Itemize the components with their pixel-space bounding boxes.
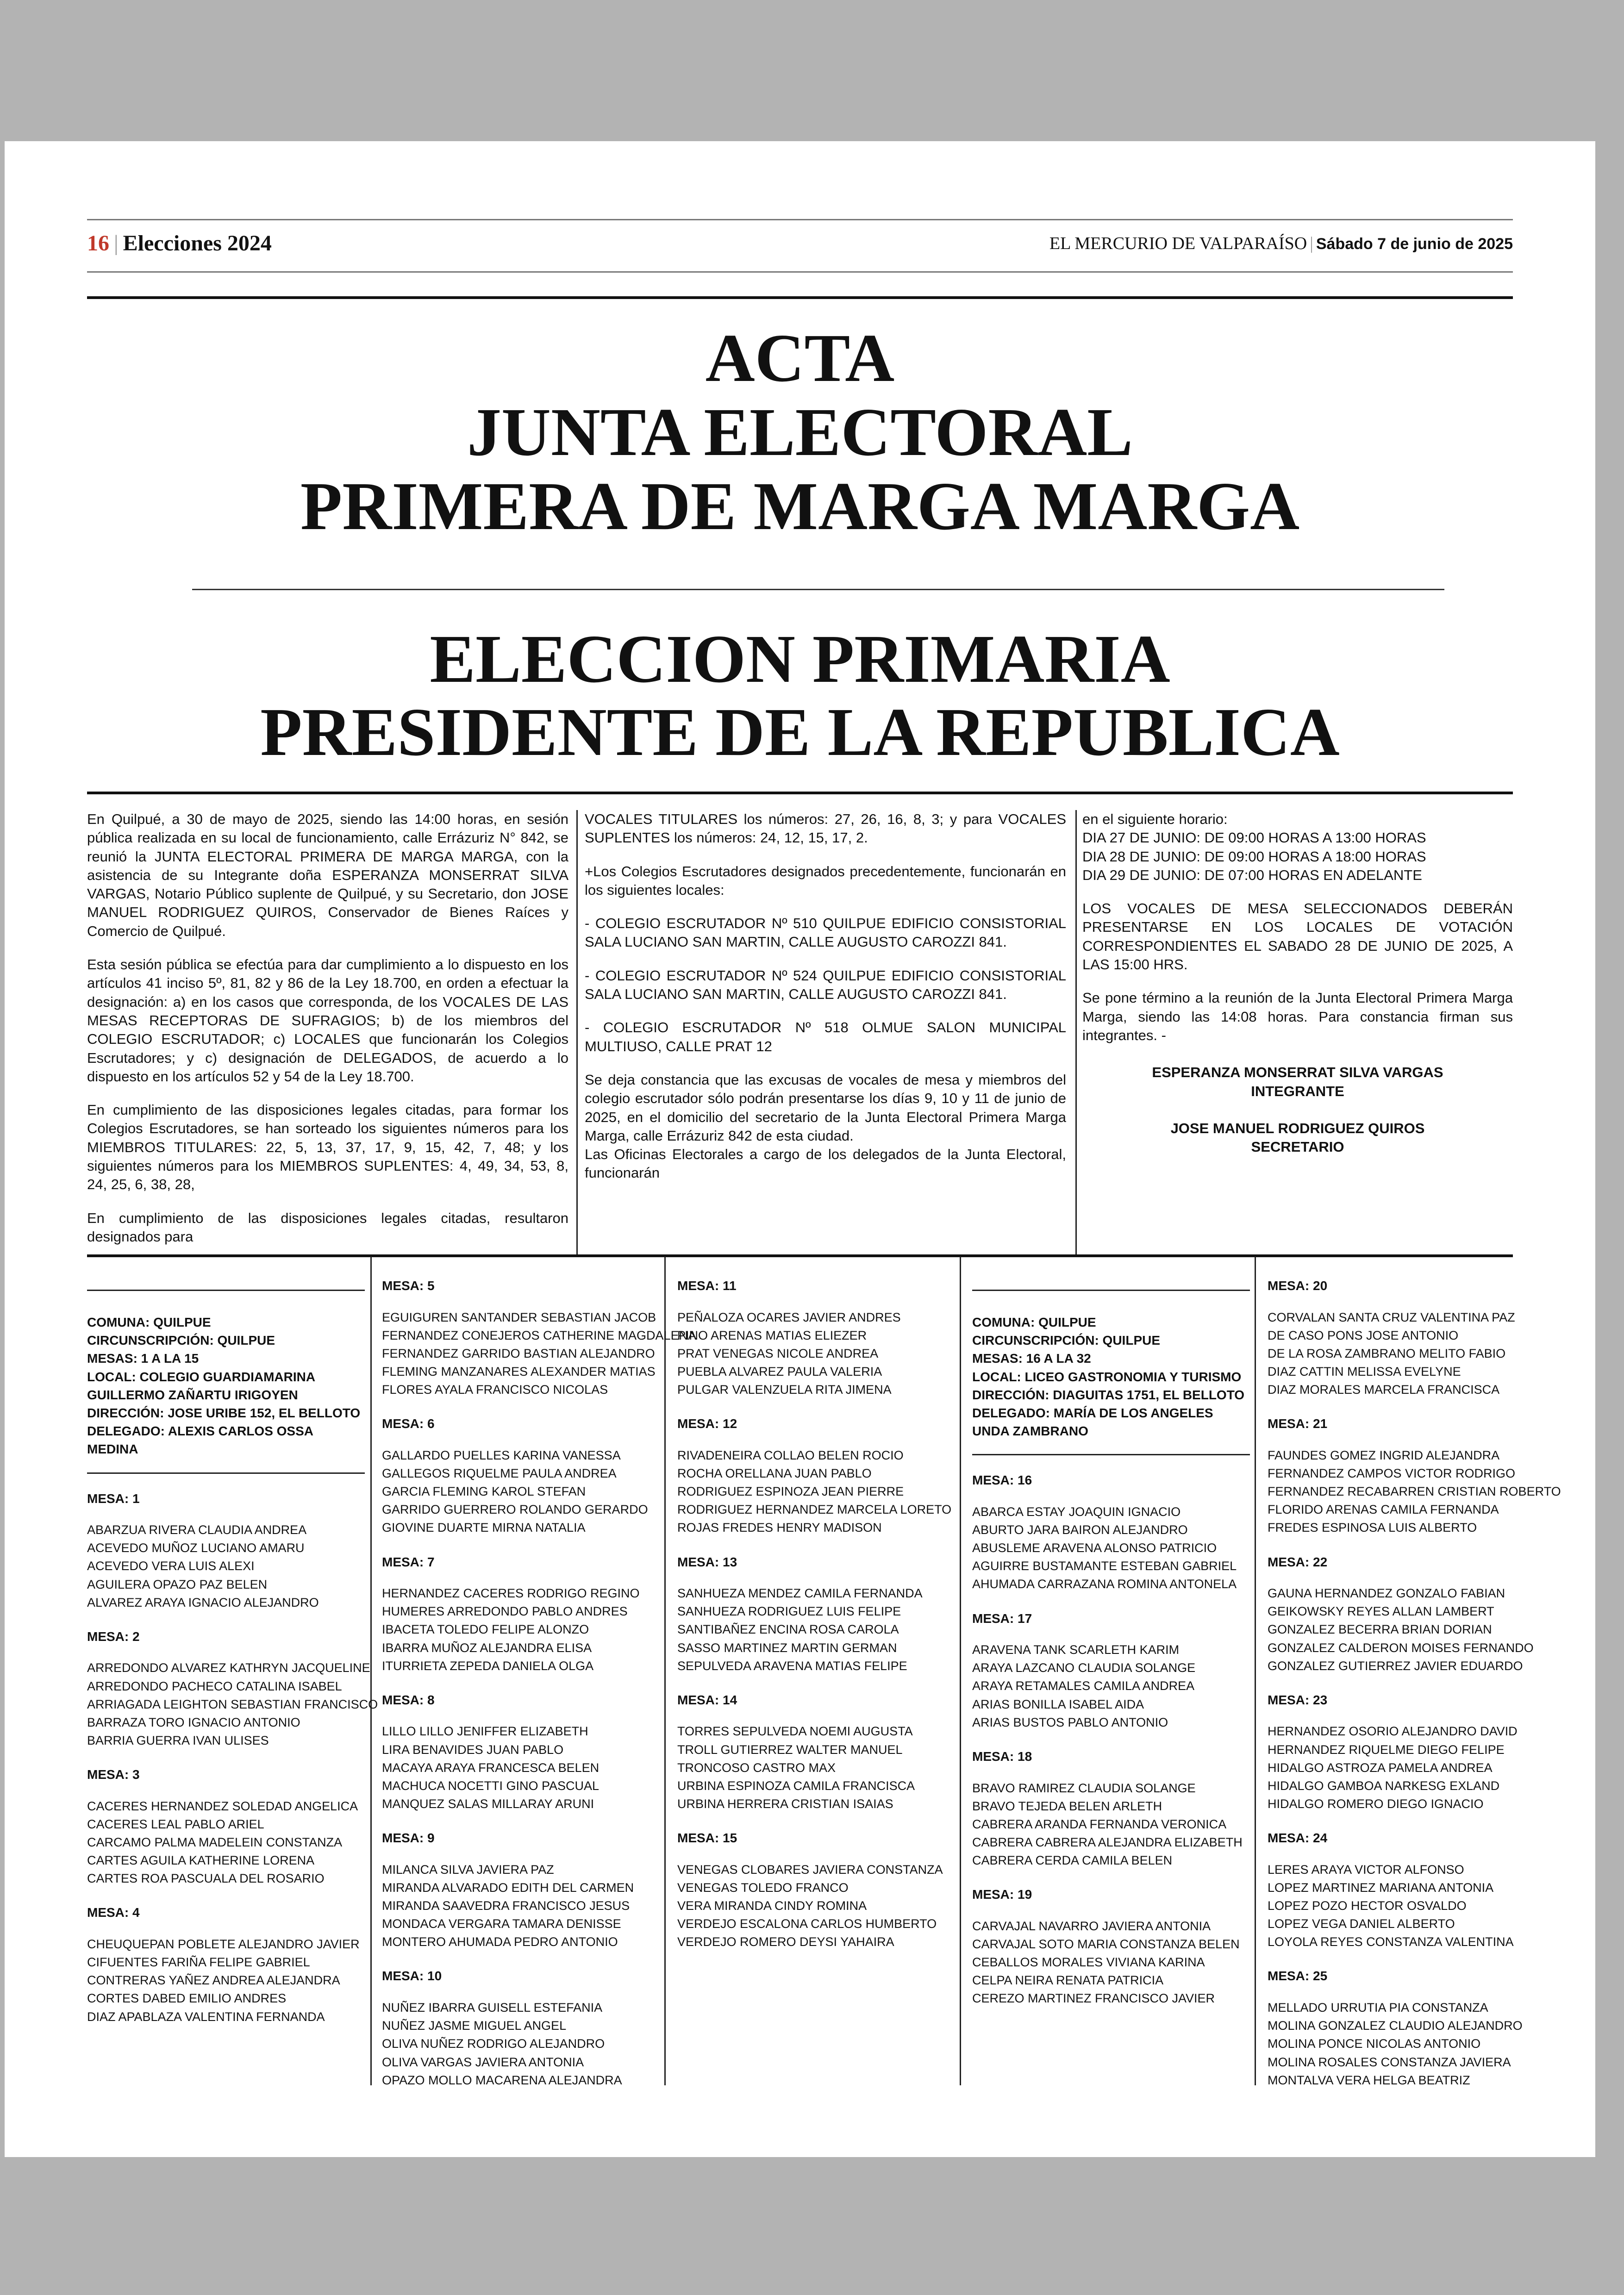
vocal-name: PEÑALOZA OCARES JAVIER ANDRES: [677, 1310, 901, 1324]
vocal-name: MOLINA PONCE NICOLAS ANTONIO: [1268, 2037, 1481, 2051]
vocal-name: BARRIA GUERRA IVAN ULISES: [87, 1733, 269, 1747]
vocal-name: CARCAMO PALMA MADELEIN CONSTANZA: [87, 1835, 343, 1849]
mesa-name-list: [382, 1309, 697, 1399]
signature-block: [1082, 1063, 1513, 1101]
intro-paragraph: VOCALES TITULARES los números: 27, 26, 16, 8, 3; y para VOCALES SUPLENTES los números: 24, 12, 15, 17, 2.: [585, 811, 1066, 846]
mesa-heading: MESA: 23: [1268, 1692, 1328, 1707]
intro-paragraph: En cumplimiento de las disposiciones legales citadas, resultaron designados para: [87, 1210, 568, 1245]
mesa-heading: MESA: 9: [382, 1831, 435, 1846]
vocal-name: VENEGAS TOLEDO FRANCO: [677, 1880, 849, 1895]
intro-paragraph: Se deja constancia que las excusas de vocales de mesa y miembros del colegio escrutador sólo podrán presentarse los días 9, 10 y 11 de junio de 2025, en el domicilio del secretario de la Junta Electoral Primera Marga Marga, calle Errázuriz 842 de esta ciudad.: [585, 1071, 1066, 1144]
mesa-block: [1268, 1967, 1545, 2089]
mesa-heading: MESA: 25: [1268, 1969, 1328, 1983]
vocal-name: IBACETA TOLEDO FELIPE ALONZO: [382, 1622, 589, 1637]
vocal-name: LIRA BENAVIDES JUAN PABLO: [382, 1742, 564, 1757]
signature-block: [1082, 1119, 1513, 1157]
vocal-name: MANQUEZ SALAS MILLARAY ARUNI: [382, 1797, 594, 1811]
vocal-name: ACEVEDO VERA LUIS ALEXI: [87, 1559, 255, 1573]
comuna-line: COMUNA: QUILPUE: [87, 1315, 211, 1329]
mesa-name-list: [972, 1641, 1250, 1732]
election-title: [5, 621, 1595, 771]
mesa-column-1: [87, 1264, 378, 2026]
vocal-name: GARRIDO GUERRERO ROLANDO GERARDO: [382, 1503, 648, 1517]
vocal-name: CARVAJAL NAVARRO JAVIERA ANTONIA: [972, 1919, 1211, 1933]
vocal-name: HIDALGO ASTROZA PAMELA ANDREA: [1268, 1760, 1493, 1775]
mesa-heading: MESA: 22: [1268, 1554, 1328, 1569]
signer-name: ESPERANZA MONSERRAT SILVA VARGAS: [1152, 1064, 1443, 1081]
vocal-name: ARREDONDO PACHECO CATALINA ISABEL: [87, 1679, 342, 1693]
header-separator: |: [1310, 234, 1313, 253]
mesa-heading: MESA: 6: [382, 1416, 435, 1431]
intro-section: [87, 810, 1513, 1254]
schedule-line: DIA 27 DE JUNIO: DE 09:00 HORAS A 13:00 HORAS: [1082, 829, 1426, 846]
comuna-line: DIRECCIÓN: DIAGUITAS 1751, EL BELLOTO: [972, 1387, 1245, 1402]
vocal-name: GONZALEZ CALDERON MOISES FERNANDO: [1268, 1640, 1534, 1655]
mesa-name-list: [677, 1722, 955, 1813]
comuna-info: [972, 1290, 1250, 1455]
vocal-name: VERDEJO ROMERO DEYSI YAHAIRA: [677, 1935, 894, 1949]
signer-name: JOSE MANUEL RODRIGUEZ QUIROS: [1170, 1120, 1425, 1136]
vocal-name: ARAYA RETAMALES CAMILA ANDREA: [972, 1679, 1195, 1693]
mesa-heading: MESA: 15: [677, 1831, 737, 1846]
vocal-name: CELPA NEIRA RENATA PATRICIA: [972, 1973, 1164, 1988]
vocal-name: CEBALLOS MORALES VIVIANA KARINA: [972, 1955, 1205, 1970]
vocal-name: LILLO LILLO JENIFFER ELIZABETH: [382, 1724, 588, 1739]
intro-paragraph: Esta sesión pública se efectúa para dar cumplimiento a lo dispuesto en los artículos 41 inciso 5º, 81, 82 y 86 de la Ley 18.700, en orden a efectuar la designación: a) en los casos que corresponda, de los VOCALES DE LAS MESAS RECEPTORAS DE SUFRAGIOS; b) de los miembros del COLEGIO ESCRUTADOR; c) LOCALES que funcionarán los Colegios Escrutadores; y c) designación de DELEGADOS, de acuerdo a lo dispuesto en los artículos 52 y 54 de la Ley 18.700.: [87, 956, 568, 1085]
vocal-name: PRAT VENEGAS NICOLE ANDREA: [677, 1346, 879, 1360]
mesa-name-list: [87, 1521, 365, 1612]
mesa-heading: MESA: 2: [87, 1629, 140, 1644]
section-label: [87, 231, 272, 256]
column-divider: [1255, 1257, 1256, 2085]
column-divider: [960, 1257, 961, 2085]
mesa-heading: MESA: 7: [382, 1554, 435, 1569]
vocal-name: SEPULVEDA ARAVENA MATIAS FELIPE: [677, 1659, 907, 1673]
vocal-name: TRONCOSO CASTRO MAX: [677, 1760, 836, 1775]
vocal-name: RODRIGUEZ HERNANDEZ MARCELA LORETO: [677, 1503, 952, 1517]
vocal-name: FERNANDEZ CONEJEROS CATHERINE MAGDALENA: [382, 1328, 697, 1342]
intro-paragraph: Las Oficinas Electorales a cargo de los delegados de la Junta Electoral, funcionarán: [585, 1146, 1066, 1181]
mesa-block: [382, 1277, 697, 1399]
vocal-name: HIDALGO ROMERO DIEGO IGNACIO: [1268, 1797, 1484, 1811]
intro-paragraph: - COLEGIO ESCRUTADOR Nº 524 QUILPUE EDIFICIO CONSISTORIAL SALA LUCIANO SAN MARTIN, CALLE AUGUSTO CAROZZI 841.: [585, 967, 1066, 1003]
vocal-name: MONTERO AHUMADA PEDRO ANTONIO: [382, 1935, 618, 1949]
intro-paragraph: - COLEGIO ESCRUTADOR Nº 510 QUILPUE EDIFICIO CONSISTORIAL SALA LUCIANO SAN MARTIN, CALLE AUGUSTO CAROZZI 841.: [585, 915, 1066, 950]
mesa-block: [87, 1903, 365, 2026]
mesa-name-list: [87, 1797, 365, 1888]
vocal-name: HUMERES ARREDONDO PABLO ANDRES: [382, 1604, 628, 1619]
vocal-name: RODRIGUEZ ESPINOZA JEAN PIERRE: [677, 1484, 904, 1499]
intro-paragraph: Se pone término a la reunión de la Junta Electoral Primera Marga Marga, siendo las 14:08 horas. Para constancia firman sus integrantes. -: [1082, 990, 1513, 1043]
vocal-name: GONZALEZ BECERRA BRIAN DORIAN: [1268, 1622, 1492, 1637]
mesa-block: [1268, 1553, 1545, 1675]
mesa-name-list: [87, 1659, 378, 1750]
mesa-block: [1268, 1277, 1545, 1399]
vocal-name: AGUILERA OPAZO PAZ BELEN: [87, 1577, 268, 1591]
column-divider: [1075, 810, 1077, 1254]
mesa-name-list: [1268, 1999, 1545, 2089]
mesa-block: [677, 1277, 955, 1399]
mesa-block: [1268, 1415, 1561, 1537]
mesa-name-list: [382, 1999, 660, 2089]
vocal-name: DE LA ROSA ZAMBRANO MELITO FABIO: [1268, 1346, 1506, 1360]
vocal-name: VERDEJO ESCALONA CARLOS HUMBERTO: [677, 1917, 937, 1931]
vocal-name: DIAZ MORALES MARCELA FRANCISCA: [1268, 1383, 1500, 1397]
title-divider: [192, 589, 1444, 590]
vocal-name: URBINA HERRERA CRISTIAN ISAIAS: [677, 1797, 893, 1811]
vocal-name: CARVAJAL SOTO MARIA CONSTANZA BELEN: [972, 1937, 1240, 1951]
vocal-name: ACEVEDO MUÑOZ LUCIANO AMARU: [87, 1541, 305, 1555]
comuna-line: CIRCUNSCRIPCIÓN: QUILPUE: [972, 1333, 1161, 1348]
vocal-name: EGUIGUREN SANTANDER SEBASTIAN JACOB: [382, 1310, 656, 1324]
vocal-name: CIFUENTES FARIÑA FELIPE GABRIEL: [87, 1955, 310, 1970]
vocal-name: FERNANDEZ GARRIDO BASTIAN ALEJANDRO: [382, 1346, 655, 1360]
vocal-name: ABUSLEME ARAVENA ALONSO PATRICIO: [972, 1541, 1217, 1555]
vocal-name: MIRANDA SAAVEDRA FRANCISCO JESUS: [382, 1899, 630, 1913]
vocal-name: ABARCA ESTAY JOAQUIN IGNACIO: [972, 1504, 1181, 1519]
vocal-name: BRAVO RAMIREZ CLAUDIA SOLANGE: [972, 1781, 1196, 1795]
page-number: 16: [87, 231, 109, 256]
vocal-name: ARAVENA TANK SCARLETH KARIM: [972, 1643, 1180, 1657]
vocal-name: PULGAR VALENZUELA RITA JIMENA: [677, 1383, 892, 1397]
vocal-name: OLIVA NUÑEZ RODRIGO ALEJANDRO: [382, 2037, 605, 2051]
column-divider: [664, 1257, 666, 2085]
vocal-name: DIAZ CATTIN MELISSA EVELYNE: [1268, 1365, 1461, 1379]
mesa-heading: MESA: 18: [972, 1749, 1032, 1764]
comuna-line: MESAS: 1 A LA 15: [87, 1351, 199, 1366]
mesa-heading: MESA: 17: [972, 1611, 1032, 1626]
vocal-name: MONTALVA VERA HELGA BEATRIZ: [1268, 2073, 1470, 2087]
intro-column-1: [87, 810, 568, 1261]
mesa-heading: MESA: 19: [972, 1887, 1032, 1902]
vocal-name: ABURTO JARA BAIRON ALEJANDRO: [972, 1523, 1188, 1537]
mesa-block: [382, 1967, 660, 2089]
vocal-name: FLORIDO ARENAS CAMILA FERNANDA: [1268, 1503, 1499, 1517]
section-name: Elecciones 2024: [123, 231, 272, 256]
mesa-name-list: [382, 1861, 660, 1952]
vocal-name: CONTRERAS YAÑEZ ANDREA ALEJANDRA: [87, 1973, 340, 1988]
comuna-line: DELEGADO: MARÍA DE LOS ANGELES UNDA ZAMBRANO: [972, 1405, 1213, 1439]
mesa-name-list: [972, 1917, 1250, 2008]
page-header: [87, 219, 1513, 273]
vocal-name: DIAZ APABLAZA VALENTINA FERNANDA: [87, 2009, 325, 2024]
vocal-name: PUEBLA ALVAREZ PAULA VALERIA: [677, 1365, 882, 1379]
vocal-name: NUÑEZ JASME MIGUEL ANGEL: [382, 2019, 567, 2033]
intro-paragraph: - COLEGIO ESCRUTADOR Nº 518 OLMUE SALON MUNICIPAL MULTIUSO, CALLE PRAT 12: [585, 1019, 1066, 1054]
vocal-name: MOLINA ROSALES CONSTANZA JAVIERA: [1268, 2055, 1511, 2069]
vocal-name: LOPEZ MARTINEZ MARIANA ANTONIA: [1268, 1880, 1494, 1895]
vocal-name: CARTES AGUILA KATHERINE LORENA: [87, 1853, 315, 1868]
signer-role: SECRETARIO: [1251, 1139, 1344, 1155]
vocal-name: CABRERA CERDA CAMILA BELEN: [972, 1853, 1173, 1868]
vocal-name: BRAVO TEJEDA BELEN ARLETH: [972, 1799, 1162, 1813]
vocal-name: OLIVA VARGAS JAVIERA ANTONIA: [382, 2055, 584, 2069]
comuna-line: DELEGADO: ALEXIS CARLOS OSSA MEDINA: [87, 1424, 313, 1457]
vocal-name: GEIKOWSKY REYES ALLAN LAMBERT: [1268, 1604, 1494, 1619]
mesa-column-4: [972, 1264, 1250, 2008]
mesa-name-list: [972, 1779, 1250, 1870]
vocal-name: MACAYA ARAYA FRANCESCA BELEN: [382, 1760, 600, 1775]
comuna-line: MESAS: 16 A LA 32: [972, 1351, 1091, 1366]
mesa-heading: MESA: 5: [382, 1278, 435, 1293]
mesa-name-list: [382, 1722, 660, 1813]
intro-column-3: [1082, 810, 1513, 1156]
vocal-name: FLORES AYALA FRANCISCO NICOLAS: [382, 1383, 608, 1397]
masthead: [1049, 233, 1513, 254]
vocal-name: NUÑEZ IBARRA GUISELL ESTEFANIA: [382, 2001, 603, 2015]
mesa-heading: MESA: 14: [677, 1692, 737, 1707]
top-rule: [87, 296, 1513, 299]
vocal-name: ABARZUA RIVERA CLAUDIA ANDREA: [87, 1523, 307, 1537]
vocal-name: FREDES ESPINOSA LUIS ALBERTO: [1268, 1521, 1477, 1535]
vocal-name: CHEUQUEPAN POBLETE ALEJANDRO JAVIER: [87, 1937, 360, 1951]
vocal-name: ITURRIETA ZEPEDA DANIELA OLGA: [382, 1659, 594, 1673]
vocal-name: VENEGAS CLOBARES JAVIERA CONSTANZA: [677, 1862, 943, 1877]
vocal-name: FAUNDES GOMEZ INGRID ALEJANDRA: [1268, 1448, 1500, 1462]
vocal-name: ROJAS FREDES HENRY MADISON: [677, 1521, 882, 1535]
vocal-name: DE CASO PONS JOSE ANTONIO: [1268, 1328, 1459, 1342]
vocal-name: CEREZO MARTINEZ FRANCISCO JAVIER: [972, 1991, 1215, 2006]
vocal-name: LOYOLA REYES CONSTANZA VALENTINA: [1268, 1935, 1514, 1949]
vocal-name: IBARRA MUÑOZ ALEJANDRA ELISA: [382, 1640, 592, 1655]
intro-paragraph: En Quilpué, a 30 de mayo de 2025, siendo las 14:00 horas, en sesión pública realizada en su local de funcionamiento, calle Errázuriz N° 842, se reunió la JUNTA ELECTORAL PRIMERA DE MARGA MARGA, con la asistencia de su Integrante doña ESPERANZA MONSERRAT SILVA VARGAS, Notario Público suplente de Quilpué, y su Secretario, don JOSE MANUEL RODRIGUEZ QUIROS, Conservador de Bienes Raíces y Comercio de Quilpué.: [87, 811, 568, 939]
mesa-column-5: [1268, 1264, 1561, 2089]
vocal-name: FERNANDEZ CAMPOS VICTOR RODRIGO: [1268, 1466, 1516, 1481]
mesa-heading: MESA: 3: [87, 1767, 140, 1782]
vocal-name: ALVAREZ ARAYA IGNACIO ALEJANDRO: [87, 1595, 319, 1609]
vocal-name: CORTES DABED EMILIO ANDRES: [87, 1991, 287, 2006]
mesa-heading: MESA: 20: [1268, 1278, 1328, 1293]
vocal-name: URBINA ESPINOZA CAMILA FRANCISCA: [677, 1778, 915, 1793]
vocal-name: GONZALEZ GUTIERREZ JAVIER EDUARDO: [1268, 1659, 1523, 1673]
mesa-block: [87, 1765, 365, 1888]
title-line: ELECCION PRIMARIA: [430, 621, 1170, 697]
vocal-name: MACHUCA NOCETTI GINO PASCUAL: [382, 1778, 600, 1793]
vocal-name: MELLADO URRUTIA PIA CONSTANZA: [1268, 2001, 1488, 2015]
mesa-block: [382, 1415, 660, 1537]
mesa-name-list: [87, 1935, 365, 2026]
vocal-name: AHUMADA CARRAZANA ROMINA ANTONELA: [972, 1577, 1237, 1591]
acta-title: [5, 320, 1595, 546]
intro-paragraph: LOS VOCALES DE MESA SELECCIONADOS DEBERÁN PRESENTARSE EN LOS LOCALES DE VOTACIÓN CORRESPONDIENTES EL SABADO 28 DE JUNIO DE 2025, A LAS 15:00 HRS.: [1082, 900, 1513, 973]
vocal-name: SANTIBAÑEZ ENCINA ROSA CAROLA: [677, 1622, 899, 1637]
mesa-name-list: [1268, 1309, 1545, 1399]
vocal-name: LOPEZ POZO HECTOR OSVALDO: [1268, 1899, 1467, 1913]
vocal-name: HERNANDEZ OSORIO ALEJANDRO DAVID: [1268, 1724, 1518, 1739]
vocal-name: TORRES SEPULVEDA NOEMI AUGUSTA: [677, 1724, 913, 1739]
intro-top-rule: [87, 792, 1513, 794]
vocal-name: CABRERA ARANDA FERNANDA VERONICA: [972, 1817, 1227, 1831]
mesa-block: [972, 1471, 1250, 1593]
vocal-name: FERNANDEZ RECABARREN CRISTIAN ROBERTO: [1268, 1484, 1561, 1499]
vocal-name: GAUNA HERNANDEZ GONZALO FABIAN: [1268, 1586, 1505, 1601]
vocal-name: GARCIA FLEMING KAROL STEFAN: [382, 1484, 586, 1499]
vocal-name: ARREDONDO ALVAREZ KATHRYN JACQUELINE: [87, 1661, 370, 1675]
mesa-block: [382, 1553, 660, 1675]
mesa-column-3: [677, 1264, 955, 1951]
schedule-line: DIA 29 DE JUNIO: DE 07:00 HORAS EN ADELANTE: [1082, 867, 1422, 883]
mesa-name-list: [677, 1309, 955, 1399]
mesa-heading: MESA: 24: [1268, 1831, 1328, 1846]
vocal-name: ROCHA ORELLANA JUAN PABLO: [677, 1466, 872, 1481]
mesa-heading: MESA: 1: [87, 1491, 140, 1506]
vocal-name: HIDALGO GAMBOA NARKESG EXLAND: [1268, 1778, 1500, 1793]
intro-column-2: [585, 810, 1066, 1197]
comuna-line: DIRECCIÓN: JOSE URIBE 152, EL BELLOTO: [87, 1405, 361, 1420]
vocal-name: MIRANDA ALVARADO EDITH DEL CARMEN: [382, 1880, 634, 1895]
vocal-name: CABRERA CABRERA ALEJANDRA ELIZABETH: [972, 1835, 1243, 1849]
vocal-name: PINO ARENAS MATIAS ELIEZER: [677, 1328, 867, 1342]
header-separator: |: [114, 231, 119, 256]
vocal-name: LOPEZ VEGA DANIEL ALBERTO: [1268, 1917, 1455, 1931]
vocal-name: SANHUEZA RODRIGUEZ LUIS FELIPE: [677, 1604, 901, 1619]
mesa-heading: MESA: 4: [87, 1905, 140, 1920]
mesa-heading: MESA: 11: [677, 1278, 737, 1293]
vocal-name: TROLL GUTIERREZ WALTER MANUEL: [677, 1742, 903, 1757]
title-line: ACTA: [705, 320, 895, 396]
mesa-block: [972, 1609, 1250, 1732]
vocal-name: ARIAS BUSTOS PABLO ANTONIO: [972, 1715, 1168, 1729]
mesa-name-list: [382, 1584, 660, 1675]
vocal-name: HERNANDEZ CACERES RODRIGO REGINO: [382, 1586, 640, 1601]
vocal-name: OPAZO MOLLO MACARENA ALEJANDRA: [382, 2073, 622, 2087]
vocal-name: BARRAZA TORO IGNACIO ANTONIO: [87, 1715, 300, 1729]
mesa-name-list: [1268, 1861, 1545, 1952]
vocal-name: SANHUEZA MENDEZ CAMILA FERNANDA: [677, 1586, 923, 1601]
vocal-name: ARRIAGADA LEIGHTON SEBASTIAN FRANCISCO: [87, 1697, 378, 1711]
vocal-name: MONDACA VERGARA TAMARA DENISSE: [382, 1917, 621, 1931]
column-divider: [370, 1257, 372, 2085]
column-divider: [576, 810, 578, 1254]
vocal-name: CACERES LEAL PABLO ARIEL: [87, 1817, 264, 1831]
newspaper-name: EL MERCURIO DE VALPARAÍSO: [1049, 234, 1307, 253]
vocal-name: GIOVINE DUARTE MIRNA NATALIA: [382, 1521, 586, 1535]
vocal-name: MOLINA GONZALEZ CLAUDIO ALEJANDRO: [1268, 2019, 1523, 2033]
schedule-line: en el siguiente horario:: [1082, 811, 1228, 827]
intro-paragraph: +Los Colegios Escrutadores designados precedentemente, funcionarán en los siguientes locales:: [585, 863, 1066, 898]
vocal-name: ARAYA LAZCANO CLAUDIA SOLANGE: [972, 1661, 1196, 1675]
mesa-name-list: [677, 1447, 955, 1537]
mesa-block: [1268, 1829, 1545, 1951]
vocal-name: GALLARDO PUELLES KARINA VANESSA: [382, 1448, 621, 1462]
mesa-name-list: [1268, 1584, 1545, 1675]
mesa-heading: MESA: 16: [972, 1473, 1032, 1488]
mesa-block: [87, 1628, 378, 1750]
vocal-name: HERNANDEZ RIQUELME DIEGO FELIPE: [1268, 1742, 1505, 1757]
mesa-name-list: [382, 1447, 660, 1537]
vocal-name: GALLEGOS RIQUELME PAULA ANDREA: [382, 1466, 617, 1481]
mesa-block: [382, 1829, 660, 1951]
vocal-name: AGUIRRE BUSTAMANTE ESTEBAN GABRIEL: [972, 1559, 1237, 1573]
mesa-block: [972, 1885, 1250, 2008]
vocal-name: CARTES ROA PASCUALA DEL ROSARIO: [87, 1871, 325, 1886]
vocal-name: MILANCA SILVA JAVIERA PAZ: [382, 1862, 554, 1877]
vocal-name: LERES ARAYA VICTOR ALFONSO: [1268, 1862, 1464, 1877]
mesa-heading: MESA: 12: [677, 1416, 737, 1431]
comuna-info: [87, 1290, 365, 1474]
mesa-column-2: [382, 1264, 697, 2089]
mesa-block: [1268, 1691, 1545, 1813]
mesa-name-list: [677, 1861, 955, 1952]
signer-role: INTEGRANTE: [1251, 1083, 1344, 1099]
issue-date: Sábado 7 de junio de 2025: [1316, 235, 1513, 253]
comuna-line: COMUNA: QUILPUE: [972, 1315, 1096, 1329]
mesa-block: [677, 1415, 955, 1537]
title-line: PRIMERA DE MARGA MARGA: [300, 468, 1300, 544]
comuna-line: LOCAL: LICEO GASTRONOMIA Y TURISMO: [972, 1369, 1242, 1384]
mesa-name-list: [1268, 1447, 1561, 1537]
mesa-block: [677, 1829, 955, 1951]
vocal-name: VERA MIRANDA CINDY ROMINA: [677, 1899, 867, 1913]
mesa-heading: MESA: 13: [677, 1554, 737, 1569]
mesa-heading: MESA: 21: [1268, 1416, 1328, 1431]
vocal-name: CORVALAN SANTA CRUZ VALENTINA PAZ: [1268, 1310, 1515, 1324]
vocal-name: ARIAS BONILLA ISABEL AIDA: [972, 1697, 1144, 1711]
vocal-name: FLEMING MANZANARES ALEXANDER MATIAS: [382, 1365, 656, 1379]
mesa-heading: MESA: 10: [382, 1969, 442, 1983]
mesa-heading: MESA: 8: [382, 1692, 435, 1707]
vocal-name: CACERES HERNANDEZ SOLEDAD ANGELICA: [87, 1799, 358, 1813]
mesa-block: [677, 1691, 955, 1813]
mesa-name-list: [677, 1584, 955, 1675]
mesa-name-list: [972, 1503, 1250, 1594]
vocal-name: SASSO MARTINEZ MARTIN GERMAN: [677, 1640, 897, 1655]
mesas-top-rule: [87, 1254, 1513, 1257]
mesa-block: [87, 1490, 365, 1612]
intro-paragraph: En cumplimiento de las disposiciones legales citadas, para formar los Colegios Escrutadores, se han sorteado los siguientes números para los MIEMBROS TITULARES: 22, 5, 13, 37, 17, 9, 15, 42, 7, 48; y los siguientes números para los MIEMBROS SUPLENTES: 4, 49, 34, 53, 8, 24, 25, 6, 38, 28,: [87, 1102, 568, 1193]
title-line: JUNTA ELECTORAL: [467, 394, 1133, 470]
mesa-block: [677, 1553, 955, 1675]
schedule-line: DIA 28 DE JUNIO: DE 09:00 HORAS A 18:00 HORAS: [1082, 848, 1426, 865]
mesa-block: [972, 1747, 1250, 1870]
comuna-line: CIRCUNSCRIPCIÓN: QUILPUE: [87, 1333, 275, 1348]
newspaper-page: [5, 141, 1595, 2157]
comuna-line: LOCAL: COLEGIO GUARDIAMARINA GUILLERMO ZAÑARTU IRIGOYEN: [87, 1369, 315, 1402]
mesa-block: [382, 1691, 660, 1813]
vocal-name: RIVADENEIRA COLLAO BELEN ROCIO: [677, 1448, 904, 1462]
title-line: PRESIDENTE DE LA REPUBLICA: [260, 694, 1340, 770]
mesa-name-list: [1268, 1722, 1545, 1813]
